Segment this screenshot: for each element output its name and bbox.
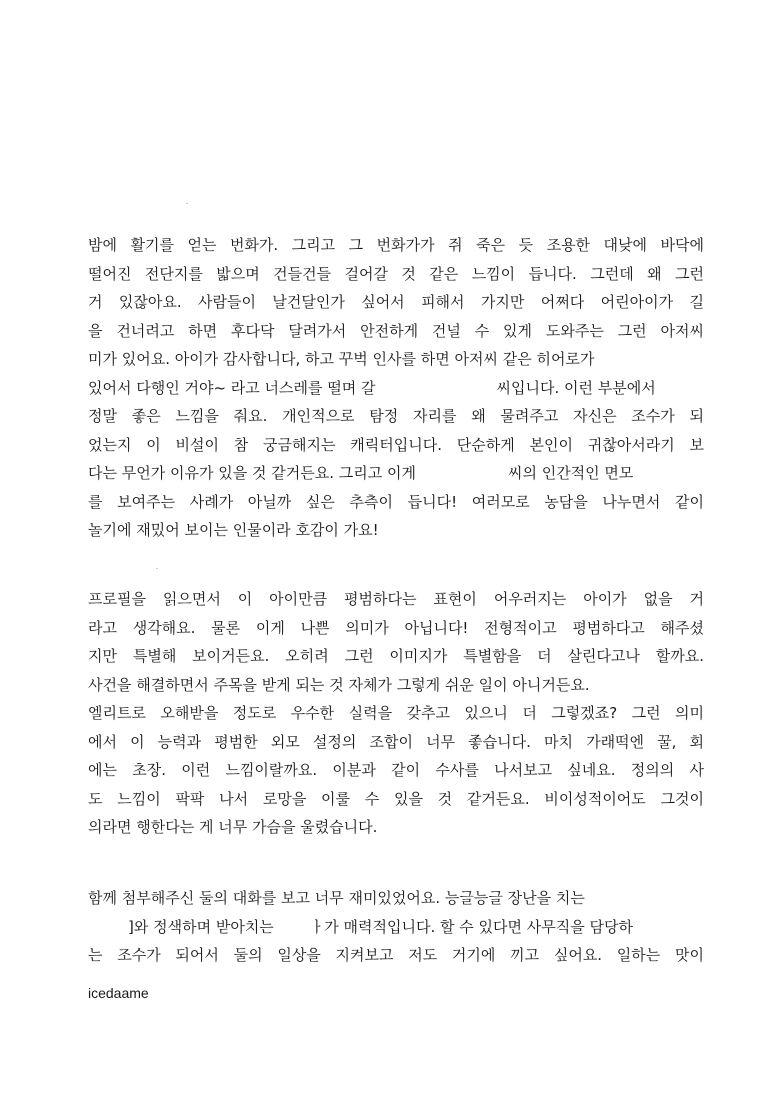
text-line: 정말 좋은 느낌을 줘요. 개인적으로 탐정 자리를 왜 물려주고 자신은 조수가 되 xyxy=(88,407,704,425)
text-line: 거 있잖아요. 사람들이 날건달인가 싶어서 피해서 가지만 어쩌다 어린아이가 길 xyxy=(88,293,704,311)
paragraph-2 xyxy=(88,585,704,842)
redacted-name xyxy=(434,381,497,395)
text-line: 는 조수가 되어서 둘의 일상을 지켜보고 저도 거기에 끼고 싶어요. 일하는 맛이 xyxy=(88,946,704,964)
text-line: 떨어진 전단지를 밟으며 건들건들 걸어갈 것 같은 느낌이 듭니다. 그런데 왜 그런 xyxy=(88,264,704,283)
text-line xyxy=(88,913,704,942)
text-line xyxy=(88,374,704,403)
text-line: 도 느낌이 팍팍 나서 로망을 이룰 수 있을 것 같거든요. 비이성적이어도 그것이 xyxy=(88,789,704,808)
text-line: 의라면 행한다는 게 너무 가슴을 울렸습니다. xyxy=(88,818,378,836)
text-line: 을 건너려고 하면 후다닥 달려가서 안전하게 건널 수 있게 도와주는 그런 아저씨 xyxy=(88,321,704,340)
faint-mark xyxy=(186,203,188,204)
redacted-name xyxy=(376,381,434,395)
text-fragment: ]와 정색하며 받아치는 xyxy=(128,917,274,936)
text-line: 라고 생각해요. 물론 이게 나쁜 의미가 아닙니다! 전형적이고 평범하다고 해주셨 xyxy=(88,618,704,637)
redacted-name xyxy=(88,920,128,934)
text-line: 를 보여주는 사례가 아닐까 싶은 추측이 듭니다! 여러모로 농담을 나누면서 같이 xyxy=(88,492,704,511)
text-line: 사건을 해결하면서 주목을 받게 되는 것 자체가 그렇게 쉬운 일이 아니거든요. xyxy=(88,675,590,694)
text-fragment: ㅏ가 매력적입니다. 할 수 있다면 사무직을 담당하 xyxy=(309,917,633,936)
text-line: 밤에 활기를 얻는 번화가. 그리고 그 번화가가 쥐 죽은 듯 조용한 대낮에 바닥에 xyxy=(88,236,704,254)
paragraph-1 xyxy=(88,231,704,545)
author-signature: icedaame xyxy=(88,985,149,1001)
text-fragment: 있어서 다행인 거야~ 라고 너스레를 떨며 갈 xyxy=(88,378,376,397)
text-line: 프로필을 읽으면서 이 아이만큼 평범하다는 표현이 어우러지는 아이가 없을 거 xyxy=(88,590,704,608)
text-fragment: 다는 무언가 이유가 있을 것 같거든요. 그리고 이게 xyxy=(88,464,416,482)
text-line xyxy=(88,459,704,488)
text-fragment: 씨입니다. 이런 부분에서 xyxy=(496,378,656,397)
redacted-name xyxy=(274,920,310,934)
paragraph-3 xyxy=(88,884,704,970)
text-line: 놀기에 재밌어 보이는 인물이라 호감이 가요! xyxy=(88,521,379,539)
text-line: 었는지 이 비설이 참 궁금해지는 캐릭터입니다. 단순하게 본인이 귀찮아서라기 보 xyxy=(88,435,704,454)
redacted-name xyxy=(416,467,508,481)
text-fragment: 씨의 인간적인 면모 xyxy=(507,464,634,482)
text-line: 에는 초장. 이런 느낌이랄까요. 이분과 같이 수사를 나서보고 싶네요. 정의의 사 xyxy=(88,761,704,779)
text-line: 함께 첨부해주신 둘의 대화를 보고 너무 재미있었어요. 능글능글 장난을 치는 xyxy=(88,889,585,907)
text-line: 미가 있어요. 아이가 감사합니다, 하고 꾸벅 인사를 하면 아저씨 같은 히어로가 xyxy=(88,350,595,368)
text-line: 엘리트로 오해받을 정도로 우수한 실력을 갖추고 있으니 더 그렇겠죠? 그런 의미 xyxy=(88,704,704,722)
text-line: 에서 이 능력과 평범한 외모 설정의 조합이 너무 좋습니다. 마치 가래떡엔 꿀, 회 xyxy=(88,732,704,751)
text-line: 지만 특별해 보이거든요. 오히려 그런 이미지가 특별함을 더 살린다고나 할까요. xyxy=(88,647,704,665)
faint-mark xyxy=(156,568,158,569)
